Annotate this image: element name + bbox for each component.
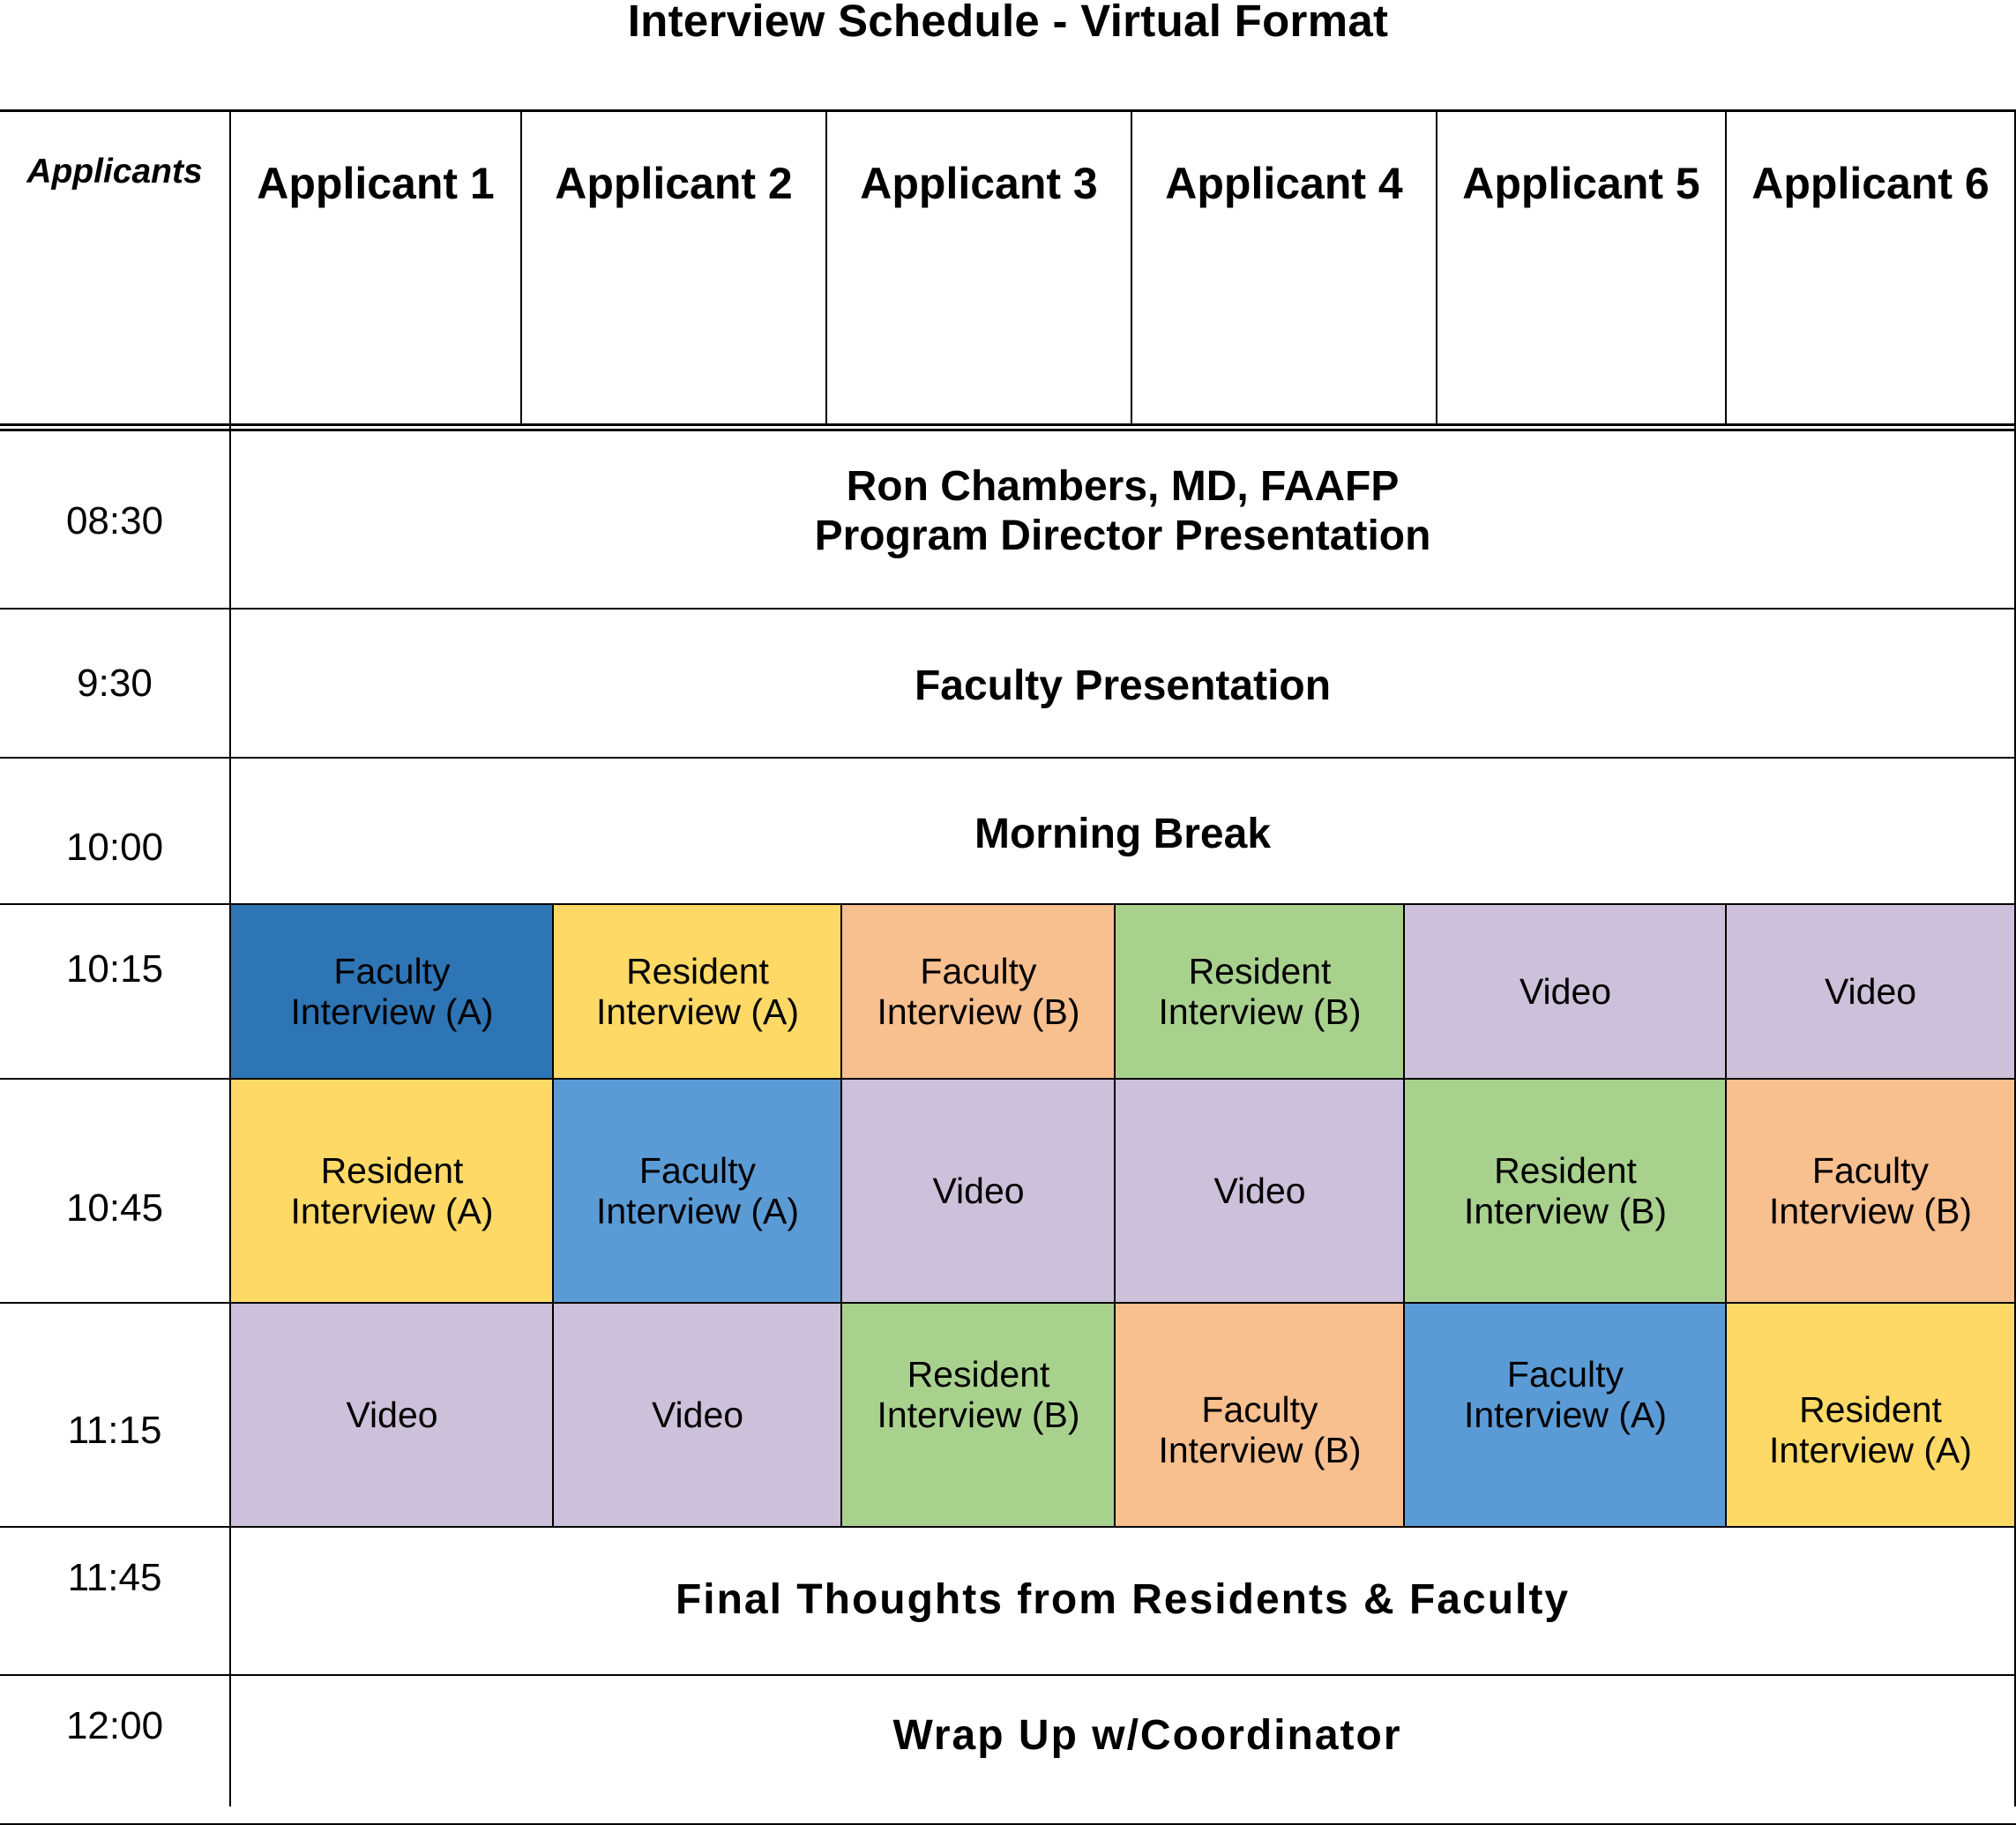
session-line-1: Video (651, 1395, 744, 1435)
session-line-1: Resident (1799, 1389, 1942, 1430)
time-1200: 12:00 (65, 1704, 164, 1747)
grid-line (0, 903, 2016, 905)
grid-line (1436, 109, 1437, 425)
slot-1015-applicant-2 (554, 905, 841, 1078)
wrap-up-coordinator: Wrap Up w/Coordinator (892, 1712, 1402, 1759)
slot-1045-applicant-4 (1116, 1080, 1404, 1302)
applicant-2-header: Applicant 2 (555, 159, 793, 208)
time-0930: 9:30 (77, 662, 153, 705)
session-line-2: Interview (A) (595, 1191, 800, 1231)
slot-1115-applicant-2 (554, 1304, 841, 1526)
grid-line (0, 1674, 2016, 1676)
session-line-1: Faculty (1201, 1389, 1318, 1430)
grid-line (840, 903, 842, 1528)
session-line-2: Interview (B) (1463, 1191, 1668, 1231)
grid-line (1131, 109, 1132, 425)
session-line-1: Resident (907, 1354, 1050, 1395)
grid-line (1725, 109, 1727, 425)
slot-1045-applicant-1 (231, 1080, 553, 1302)
session-line-1: Faculty (1811, 1150, 1930, 1191)
grid-line (1114, 903, 1116, 1528)
session-line-2: Interview (B) (877, 991, 1080, 1032)
grid-line (520, 109, 522, 425)
session-line-1: Video (1213, 1171, 1306, 1211)
final-thoughts: Final Thoughts from Residents & Faculty (675, 1576, 1571, 1623)
grid-line (0, 1078, 2016, 1080)
session-line-2: Interview (A) (1463, 1395, 1668, 1435)
session-line-1: Resident (320, 1150, 464, 1191)
time-1045: 10:45 (65, 1186, 164, 1230)
morning-break: Morning Break (974, 811, 1272, 857)
slot-1015-applicant-3 (842, 905, 1115, 1078)
session-line-1: Resident (1494, 1150, 1637, 1191)
grid-line (1725, 903, 1727, 1528)
applicant-4-header: Applicant 4 (1165, 159, 1403, 208)
slot-1015-applicant-5 (1405, 905, 1726, 1078)
grid-line (0, 429, 2016, 431)
applicant-6-header: Applicant 6 (1751, 159, 1990, 208)
session-line-1: Faculty (1506, 1354, 1624, 1395)
session-line-2: Interview (A) (595, 991, 800, 1032)
session-line-1: Video (346, 1395, 438, 1435)
grid-line (0, 1526, 2016, 1528)
faculty-presentation: Faculty Presentation (914, 662, 1332, 709)
grid-line (1403, 903, 1405, 1528)
slot-1015-applicant-4 (1116, 905, 1404, 1078)
slot-1045-applicant-2 (554, 1080, 841, 1302)
session-line-1: Video (932, 1171, 1025, 1211)
time-1015: 10:15 (65, 947, 164, 991)
applicants-row-label: Applicants (26, 153, 203, 191)
grid-line (0, 423, 2016, 426)
grid-line (0, 1302, 2016, 1304)
session-line-2: Interview (A) (290, 1191, 494, 1231)
session-line-1: Faculty (638, 1150, 757, 1191)
slot-1015-applicant-6 (1727, 905, 2014, 1078)
grid-line (825, 109, 827, 425)
session-line-1: Resident (1188, 951, 1332, 991)
session-line-2: Interview (A) (1768, 1430, 1973, 1470)
session-line-2: Interview (B) (1768, 1191, 1973, 1231)
grid-line (0, 109, 2016, 112)
slot-1115-applicant-6 (1727, 1304, 2014, 1526)
session-line-1: Video (1824, 971, 1917, 1012)
session-line-1: Resident (626, 951, 769, 991)
page-title: Interview Schedule - Virtual Format (627, 0, 1389, 46)
session-line-2: Interview (A) (290, 991, 494, 1032)
slot-1115-applicant-4 (1116, 1304, 1404, 1526)
time-1115: 11:15 (67, 1409, 162, 1452)
grid-line (552, 903, 554, 1528)
applicant-3-header: Applicant 3 (860, 159, 1098, 208)
slot-1115-applicant-1 (231, 1304, 553, 1526)
slot-1015-applicant-1 (231, 905, 553, 1078)
slot-1115-applicant-5 (1405, 1304, 1726, 1526)
grid-line (0, 608, 2016, 610)
slot-1115-applicant-3 (842, 1304, 1115, 1526)
session-line-1: Faculty (333, 951, 451, 991)
session-line-2: Interview (B) (1158, 1430, 1362, 1470)
slot-1045-applicant-6 (1727, 1080, 2014, 1302)
slot-1045-applicant-3 (842, 1080, 1115, 1302)
time-1145: 11:45 (67, 1556, 162, 1599)
applicant-5-header: Applicant 5 (1462, 159, 1700, 208)
grid-line (229, 109, 231, 1806)
slot-1045-applicant-5 (1405, 1080, 1726, 1302)
session-line-1: Faculty (920, 951, 1037, 991)
time-1000: 10:00 (65, 826, 164, 869)
session-line-2: Interview (B) (877, 1395, 1080, 1435)
time-0830: 08:30 (65, 499, 164, 542)
session-line-2: Interview (B) (1158, 991, 1362, 1032)
grid-line (0, 757, 2016, 759)
applicant-1-header: Applicant 1 (257, 159, 495, 208)
program-director-presentation: Program Director Presentation (814, 512, 1431, 559)
program-director-presenter: Ron Chambers, MD, FAAFP (846, 463, 1400, 510)
session-line-1: Video (1519, 971, 1612, 1012)
